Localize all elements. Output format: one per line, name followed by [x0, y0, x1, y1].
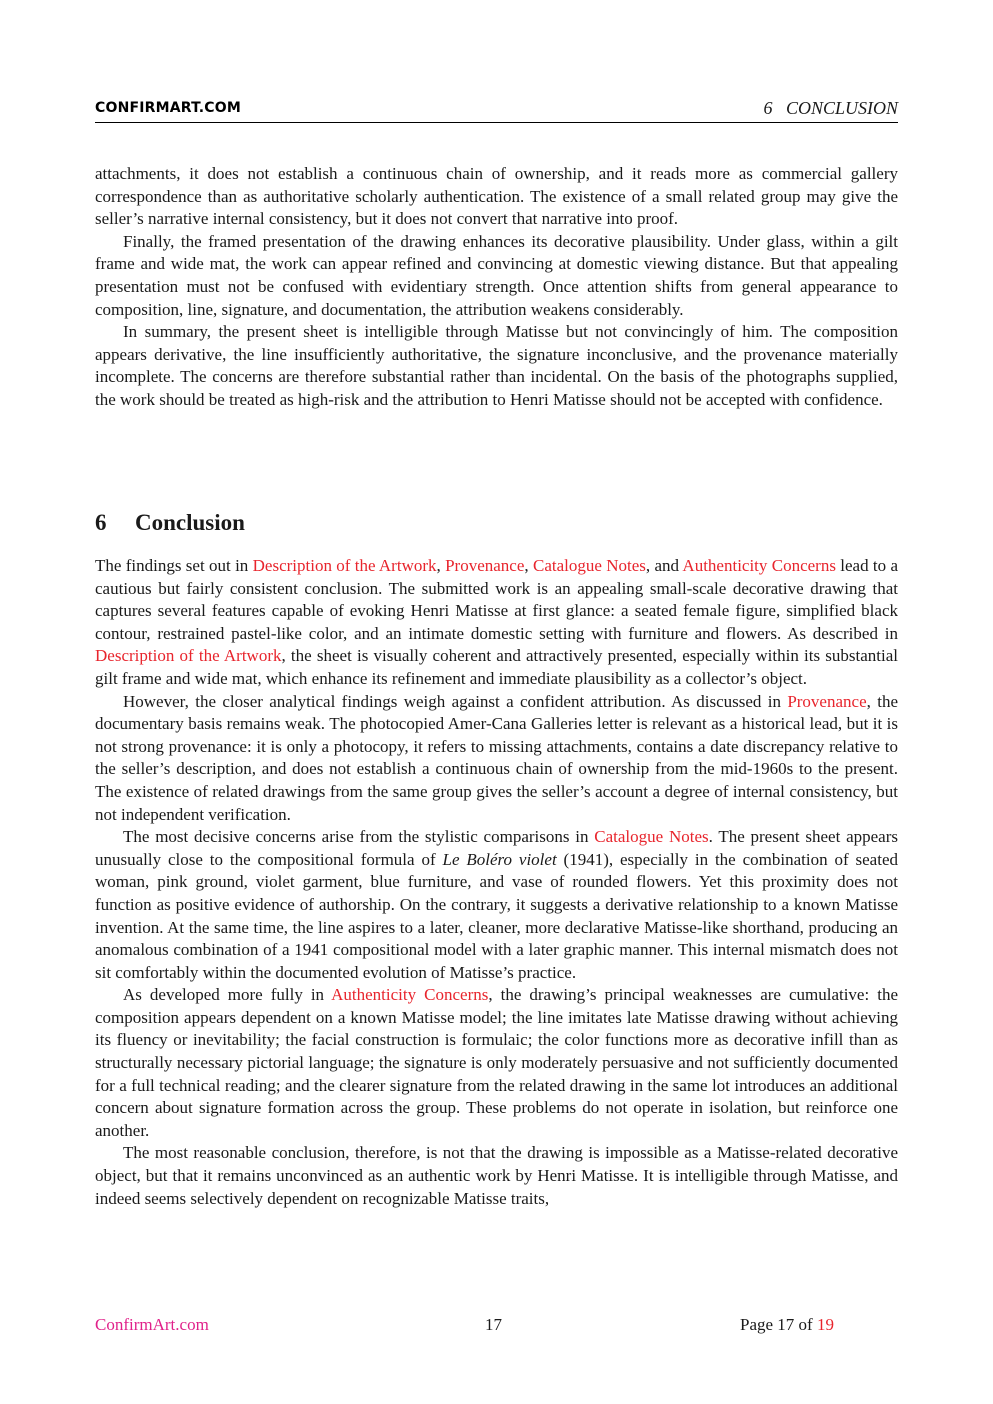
paragraph [95, 555, 898, 691]
footer-page-of [740, 1315, 834, 1335]
link-provenance[interactable]: Provenance [445, 556, 525, 575]
link-catalogue-notes[interactable]: Catalogue Notes [532, 556, 646, 575]
paragraph: The most reasonable conclusion, therefore, is not that the drawing is impossible as a Matisse-related decorative object, but that it remains unconvinced as an authentic work by Henri Matisse. It is intelligible through Matisse, and indeed seems selectively dependent on recognizable Matisse traits, [95, 1143, 898, 1208]
section-heading [95, 510, 245, 536]
continuation-text [95, 163, 898, 412]
link-description-of-artwork[interactable]: Description of the Artwork [95, 646, 282, 666]
footer-total-pages-link[interactable]: 19 [816, 1315, 834, 1334]
footer-site-link[interactable]: ConfirmArt.com [95, 1315, 209, 1334]
site-logo: CONFIRMART.COM [95, 100, 242, 116]
link-description-of-artwork[interactable]: Description of the Artwork [252, 556, 437, 575]
text-run: , [436, 556, 446, 575]
conclusion-text [95, 555, 898, 1210]
paragraph [95, 826, 898, 984]
text-run: The most decisive concerns arise from the stylistic comparisons in [123, 827, 595, 847]
text-run: , [524, 556, 533, 575]
text-run: (1941), especially in the combination of seated woman, pink ground, violet garment, blue furniture, and vase of rounded flowers. Yet this proximity does not function as positive evidence of authorship. On the contrary, it suggests a derivative relationship to a known Matisse invention. At the same time, the line aspires to a later, cleaner, more declarative Matisse-like shorthand, producing an anomalous combination of a 1941 compositional model with a later graphic manner. This internal mismatch does not sit comfortably within the documented evolution of Matisse’s practice. [95, 849, 898, 982]
page-of-label: Page 17 of [740, 1315, 817, 1334]
text-run: As developed more fully in [123, 985, 332, 1005]
paragraph: Finally, the framed presentation of the drawing enhances its decorative plausibility. Under glass, within a gilt frame and wide mat, the work can appear refined and convincing at domestic viewing distance. But that appealing presentation must not be confused with evidentiary strength. Once attention shifts from general appearance to composition, line, signature, and documentation, the attribution weakens considerably. [95, 231, 898, 319]
link-authenticity-concerns[interactable]: Authenticity Concerns [682, 556, 836, 575]
running-header-title: 6 CONCLUSION [763, 98, 898, 118]
paragraph [95, 691, 898, 827]
text-run: However, the closer analytical findings weigh against a confident attribution. As discussed in [123, 691, 788, 711]
link-authenticity-concerns[interactable]: Authenticity Concerns [331, 985, 489, 1005]
page-header [95, 98, 898, 123]
paragraph [95, 984, 898, 1142]
link-provenance[interactable]: Provenance [787, 691, 867, 711]
text-run: The findings set out in [95, 556, 253, 575]
section-number: 6 [95, 510, 107, 535]
text-run: , the documentary basis remains weak. The photocopied Amer-Cana Galleries letter is relevant as a historical lead, but it is not strong provenance: it is only a photocopy, it refers to missing attachments, contains a date discrepancy relative to the seller’s description, and does not establish a continuous chain of ownership from the mid-1960s to the present. The existence of related drawings from the same group gives the seller’s account a degree of internal consistency, but not independent verification. [95, 691, 898, 824]
text-run: , and [645, 556, 683, 575]
artwork-title: Le Boléro violet [442, 849, 557, 869]
section-title: Conclusion [135, 510, 245, 535]
text-run: . The present sheet appears unusually close to the compositional formula of [95, 827, 898, 869]
text-run: lead to a cautious but fairly consistent conclusion. The submitted work is an appealing small-scale decorative drawing that captures several features capable of evoking Henri Matisse at first glance: a seated female figure, simplified black contour, restrained pastel-like color, and an intimate domestic setting with furniture and flowers. As described in [95, 556, 899, 643]
link-catalogue-notes[interactable]: Catalogue Notes [594, 827, 709, 847]
text-run: , the drawing’s principal weaknesses are cumulative: the composition appears dependent on a known Matisse model; the line imitates late Matisse drawing without achieving its fluency or inevitability; the facial construction is formulaic; the color functions more as decorative infill than as structurally necessary pictorial language; the signature is only moderately persuasive and not sufficiently documented for a full technical reading; and the clearer signature from the related drawing in the same lot introduces an additional concern about signature formation across the group. These problems do not operate in isolation, but reinforce one another. [95, 985, 898, 1140]
footer-page-number: 17 [485, 1315, 502, 1334]
paragraph: attachments, it does not establish a continuous chain of ownership, and it reads more as commercial gallery correspondence than as authoritative scholarly authentication. The existence of a small related group may give the seller’s narrative internal consistency, but it does not convert that narrative into proof. [95, 164, 898, 229]
text-run: , the sheet is visually coherent and attractively presented, especially within its substantial gilt frame and wide mat, which enhance its refinement and immediate plausibility as a collector’s object. [95, 646, 899, 688]
paragraph: In summary, the present sheet is intelligible through Matisse but not convincingly of him. The composition appears derivative, the line insufficiently authoritative, the signature inconclusive, and the provenance materially incomplete. The concerns are therefore substantial rather than incidental. On the basis of the photographs supplied, the work should be treated as high-risk and the attribution to Henri Matisse should not be accepted with confidence. [95, 322, 898, 409]
